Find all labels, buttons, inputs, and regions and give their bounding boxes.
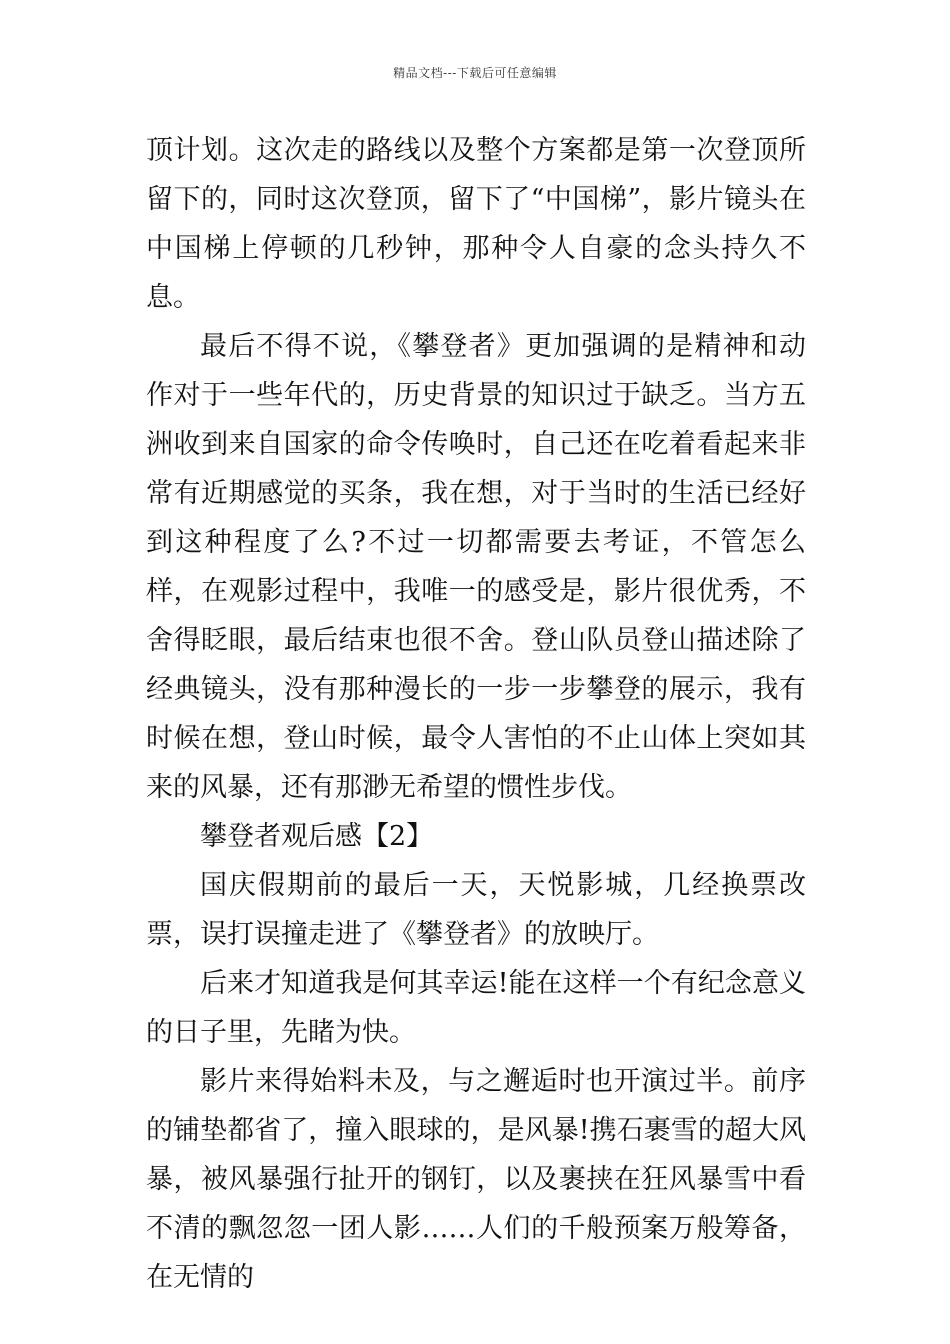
paragraph: 顶计划。这次走的路线以及整个方案都是第一次登顶所留下的，同时这次登顶，留下了“中国梯”，影片镜头在中国梯上停顿的几秒钟，那种令人自豪的念头持久不息。 [146,135,806,313]
paragraph: 后来才知道我是何其幸运!能在这样一个有纪念意义的日子里，先睹为快。 [146,968,806,1048]
paragraph: 国庆假期前的最后一天，天悦影城，几经换票改票，误打误撞走进了《攀登者》的放映厅。 [146,870,806,950]
document-body [146,126,806,1302]
page-header: 精品文档---下载后可任意编辑 [393,66,557,80]
paragraph: 影片来得始料未及，与之邂逅时也开演过半。前序的铺垫都省了，撞入眼球的，是风暴!携石裹雪的超大风暴，被风暴强行扯开的钢钉，以及裹挟在狂风暴雪中看不清的飘忽忽一团人影……人们的千般预案万般筹备，在无情的 [146,1066,806,1293]
section-heading: 攀登者观后感【2】 [200,821,434,852]
paragraph: 最后不得不说，《攀登者》更加强调的是精神和动作对于一些年代的，历史背景的知识过于缺乏。当方五洲收到来自国家的命令传唤时，自己还在吃着看起来非常有近期感觉的买条，我在想，对于当时的生活已经好到这种程度了么?不过一切都需要去考证，不管怎么样，在观影过程中，我唯一的感受是，影片很优秀，不舍得眨眼，最后结束也很不舍。登山队员登山描述除了经典镜头，没有那种漫长的一步一步攀登的展示，我有时候在想，登山时候，最令人害怕的不止山体上突如其来的风暴，还有那渺无希望的惯性步伐。 [146,331,806,803]
